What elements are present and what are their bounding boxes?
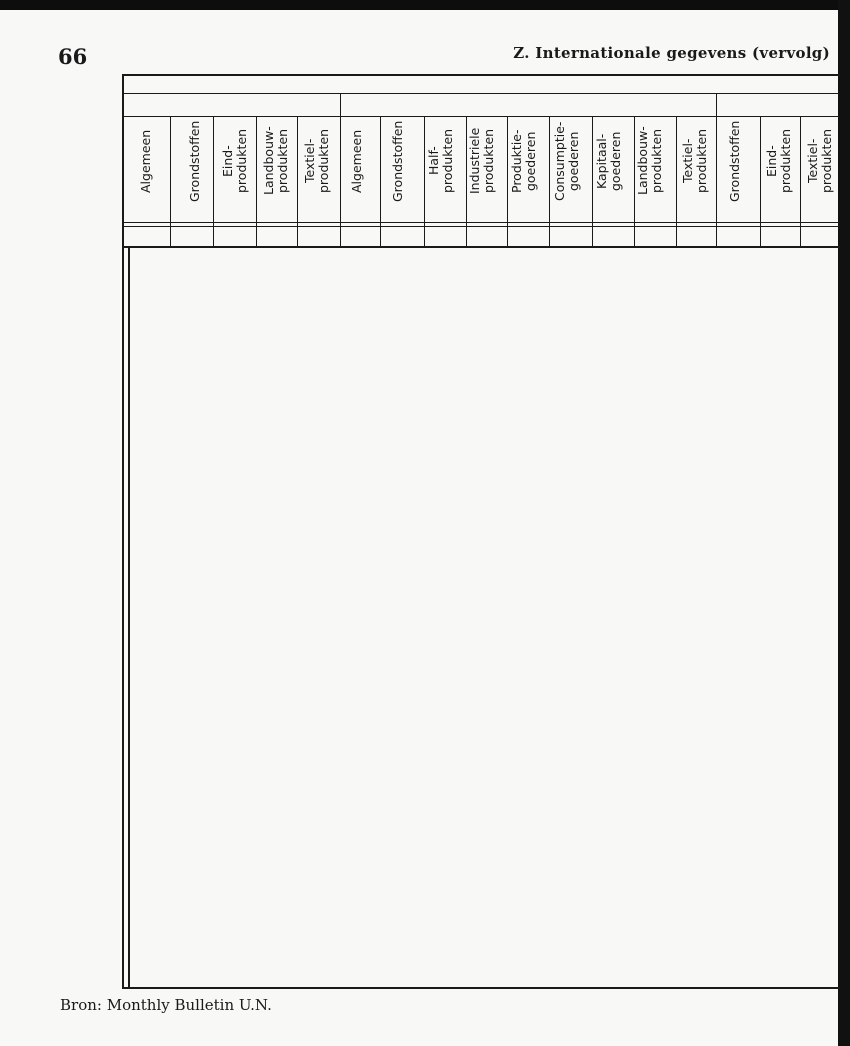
country-underline xyxy=(122,116,340,117)
column-label xyxy=(681,120,709,202)
column-label-line: Grondstoffen xyxy=(727,120,742,202)
source-note: Bron: Monthly Bulletin U.N. xyxy=(60,996,272,1014)
column-label xyxy=(765,120,793,202)
column-divider xyxy=(213,116,214,246)
column-label-line: goederen xyxy=(523,131,538,191)
column-label xyxy=(221,120,249,202)
column-divider xyxy=(676,116,677,246)
base-rule xyxy=(122,222,840,223)
column-label-line: Grondstoffen xyxy=(187,120,202,202)
column-label xyxy=(350,120,364,202)
running-head: Z. Internationale gegevens (vervolg) xyxy=(513,44,830,62)
column-label-line: Textiel- xyxy=(302,138,317,184)
column-label-line: produkten xyxy=(694,128,709,194)
column-label-line: goederen xyxy=(566,131,581,191)
country-underline xyxy=(340,116,716,117)
column-divider xyxy=(297,116,298,246)
column-label-line: produkten xyxy=(275,128,290,194)
column-label-line: Textiel- xyxy=(680,138,695,184)
column-label-line: Industriele xyxy=(467,127,482,195)
body-left-rule xyxy=(128,246,130,988)
column-label-line: produkten xyxy=(440,128,455,194)
column-label-line: produkten xyxy=(234,128,249,194)
column-label xyxy=(303,120,331,202)
bottom-rule xyxy=(122,987,840,989)
column-divider xyxy=(800,116,801,246)
column-label-line: produkten xyxy=(778,128,793,194)
column-divider xyxy=(424,116,425,246)
column-label xyxy=(468,120,496,202)
column-label-line: Textiel- xyxy=(805,138,820,184)
column-label xyxy=(806,120,834,202)
column-label-line: Consumptie- xyxy=(552,121,567,201)
column-label xyxy=(262,120,290,202)
column-label-line: goederen xyxy=(608,131,623,191)
column-label-line: Eind- xyxy=(220,145,235,177)
column-label-line: produkten xyxy=(819,128,834,194)
column-divider xyxy=(760,116,761,246)
table-left-rule xyxy=(122,74,124,988)
column-label-line: produkten xyxy=(316,128,331,194)
column-divider xyxy=(507,116,508,246)
column-label xyxy=(595,120,623,202)
column-divider xyxy=(592,116,593,246)
column-label xyxy=(391,120,405,202)
page-number: 66 xyxy=(58,44,88,69)
colnum-rule-bottom xyxy=(122,246,840,248)
column-label-line: produkten xyxy=(649,128,664,194)
scan-right-edge xyxy=(838,0,850,1046)
column-label-line: produkten xyxy=(481,128,496,194)
colnum-rule-top xyxy=(122,226,840,227)
country-underline xyxy=(716,116,840,117)
column-divider xyxy=(549,116,550,246)
column-label-line: Produktie- xyxy=(509,129,524,193)
column-label xyxy=(427,120,455,202)
column-label-line: Landbouw- xyxy=(635,126,650,196)
country-rule xyxy=(122,93,840,94)
column-label xyxy=(188,120,202,202)
column-label-line: Eind- xyxy=(764,145,779,177)
column-divider xyxy=(170,116,171,246)
scan-top-edge xyxy=(0,0,850,10)
column-label xyxy=(553,120,581,202)
column-label xyxy=(636,120,664,202)
column-label-line: Half- xyxy=(426,146,441,176)
column-label xyxy=(728,120,742,202)
column-label-line: Algemeen xyxy=(349,129,364,193)
column-divider xyxy=(256,116,257,246)
column-label-line: Algemeen xyxy=(138,129,153,193)
column-label xyxy=(139,120,153,202)
column-label-line: Landbouw- xyxy=(261,126,276,196)
column-divider xyxy=(380,116,381,246)
column-label-line: Kapitaal- xyxy=(594,133,609,189)
table-top-rule xyxy=(122,74,840,76)
column-label-line: Grondstoffen xyxy=(390,120,405,202)
column-label xyxy=(510,120,538,202)
